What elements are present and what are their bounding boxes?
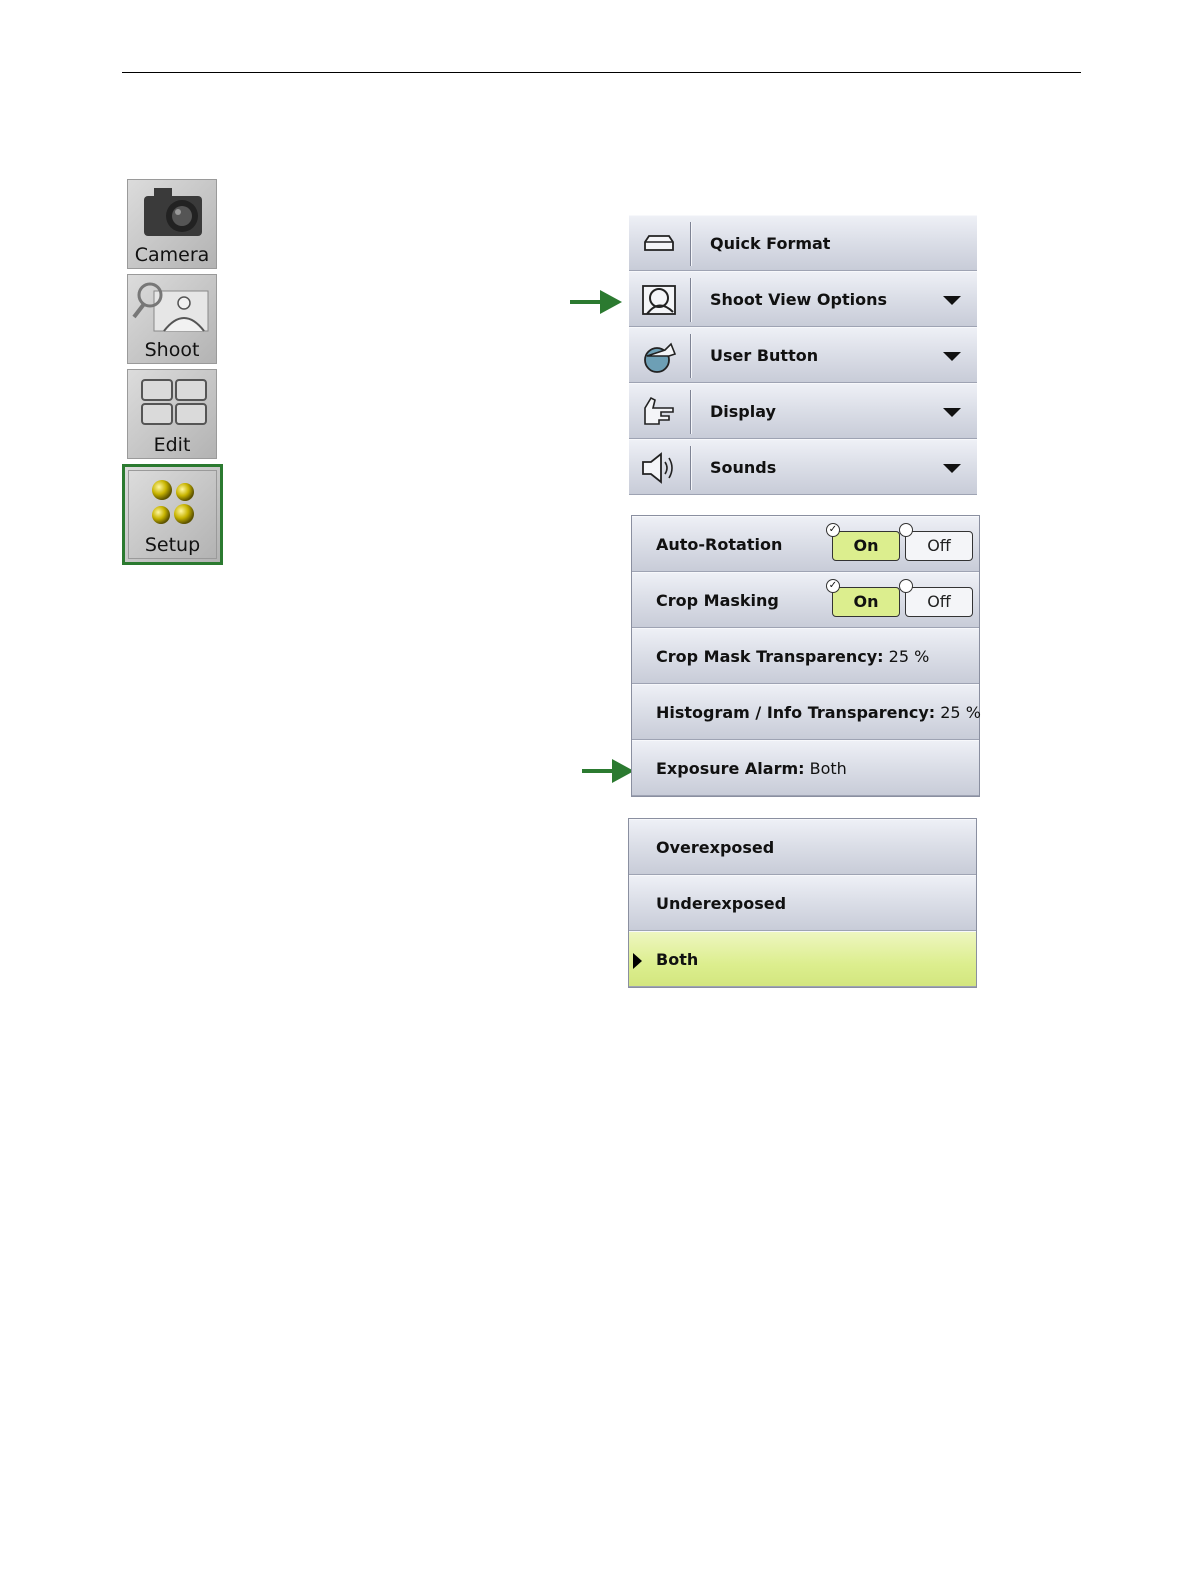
drive-icon [629, 216, 689, 272]
auto-rotation-off-toggle[interactable] [905, 531, 973, 561]
auto-rotation-row [632, 516, 979, 572]
crop-masking-on-toggle[interactable] [828, 580, 900, 617]
edit-mode-label: Edit [153, 434, 191, 456]
setup-mode-button[interactable] [122, 464, 223, 565]
row-divider [691, 390, 692, 434]
histogram-transparency-label: Histogram / Info Transparency: [656, 703, 936, 722]
camera-icon [128, 180, 218, 250]
crop-mask-transparency-row[interactable] [632, 628, 979, 684]
setup-mode-label: Setup [144, 534, 201, 556]
shoot-mode-label: Shoot [144, 339, 200, 361]
toggle-off-label: Off [927, 592, 951, 611]
toggle-off-label: Off [927, 536, 951, 555]
radio-empty-icon [899, 579, 913, 593]
crop-masking-row [632, 572, 979, 628]
row-divider [691, 222, 692, 266]
menu-item-label: User Button [710, 346, 819, 365]
menu-item-label: Quick Format [710, 234, 831, 253]
camera-mode-button[interactable] [127, 179, 217, 269]
exposure-alarm-value: Both [809, 759, 847, 778]
chevron-down-icon [943, 408, 961, 417]
menu-item-label: Shoot View Options [710, 290, 887, 309]
shoot-mode-button[interactable] [127, 274, 217, 364]
camera-mode-label: Camera [134, 244, 210, 266]
exposure-alarm-label: Exposure Alarm: [656, 759, 805, 778]
crop-mask-transparency-value: 25 % [888, 647, 930, 666]
setup-menu [629, 215, 977, 497]
toggle-on-label: On [853, 536, 879, 555]
toggle-on-label: On [853, 592, 879, 611]
row-divider [691, 446, 692, 490]
shoot-view-icon [629, 272, 689, 328]
crop-masking-label: Crop Masking [656, 591, 779, 610]
user-button-icon [629, 328, 689, 384]
setup-icon [129, 471, 218, 541]
menu-item-display[interactable] [629, 383, 977, 439]
row-divider [691, 334, 692, 378]
histogram-transparency-row[interactable] [632, 684, 979, 740]
menu-item-user-button[interactable] [629, 327, 977, 383]
edit-icon [128, 370, 218, 440]
menu-item-quick-format[interactable] [629, 215, 977, 271]
crop-masking-off-toggle[interactable] [905, 587, 973, 617]
menu-item-label: Sounds [710, 458, 777, 477]
crop-mask-transparency-label: Crop Mask Transparency: [656, 647, 884, 666]
speaker-icon [629, 440, 689, 496]
option-label: Underexposed [656, 894, 787, 913]
option-label: Overexposed [656, 838, 775, 857]
radio-empty-icon [899, 523, 913, 537]
setup-mode-inner [128, 470, 217, 559]
menu-item-label: Display [710, 402, 776, 421]
option-both[interactable] [629, 931, 976, 987]
auto-rotation-on-toggle[interactable] [828, 524, 900, 561]
shoot-view-options-panel [631, 515, 980, 797]
selection-pointer-icon [633, 953, 642, 969]
option-label: Both [656, 950, 699, 969]
row-divider [691, 278, 692, 322]
hand-pointer-icon [629, 384, 689, 440]
shoot-icon [128, 275, 218, 345]
chevron-down-icon [943, 352, 961, 361]
exposure-alarm-options-panel [628, 818, 977, 988]
auto-rotation-label: Auto-Rotation [656, 535, 783, 554]
option-underexposed[interactable] [629, 875, 976, 931]
chevron-down-icon [943, 464, 961, 473]
chevron-down-icon [943, 296, 961, 305]
callout-arrow-icon [568, 288, 624, 316]
histogram-transparency-value: 25 % [940, 703, 981, 722]
menu-item-sounds[interactable] [629, 439, 977, 495]
exposure-alarm-row[interactable] [632, 740, 979, 796]
header-rule [122, 72, 1081, 73]
menu-item-shoot-view-options[interactable] [629, 271, 977, 327]
edit-mode-button[interactable] [127, 369, 217, 459]
option-overexposed[interactable] [629, 819, 976, 875]
check-icon: ✓ [826, 579, 840, 593]
callout-arrow-icon [580, 757, 636, 785]
check-icon: ✓ [826, 523, 840, 537]
